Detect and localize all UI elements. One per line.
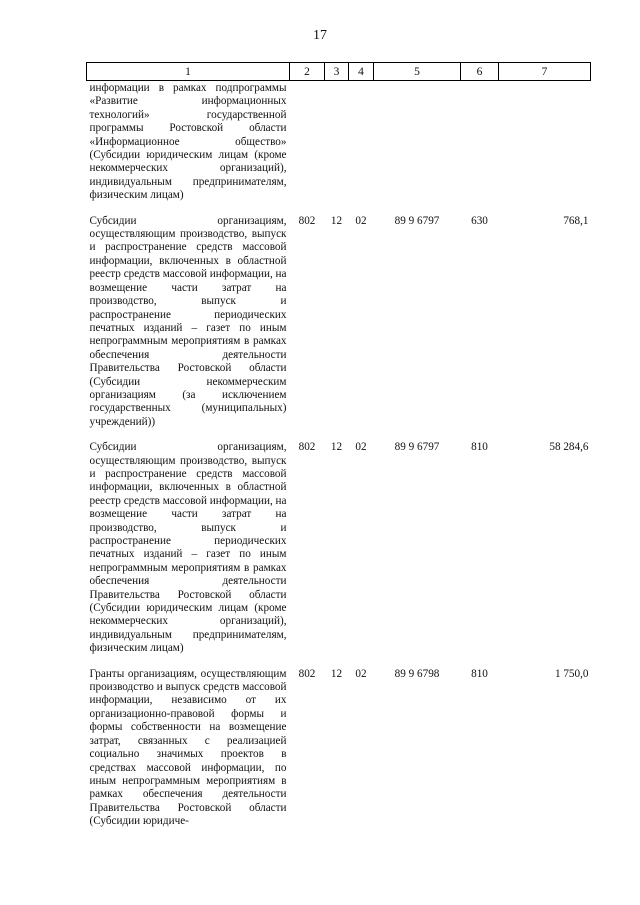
column-header-7: 7 (499, 63, 591, 81)
row-code-6: 810 (471, 441, 488, 454)
row-code-4 (349, 81, 374, 215)
table-row (87, 215, 591, 442)
row-amount: 1 750,0 (554, 667, 589, 680)
row-code-4: 02 (355, 441, 367, 454)
budget-table (86, 62, 591, 841)
page-number: 17 (313, 28, 327, 43)
row-code-6: 630 (471, 214, 488, 227)
row-amount: 58 284,6 (549, 441, 589, 454)
row-description: информации в рамках подпрограммы «Развитие информационных технологий» государственной программы Ростовской области «Информационное общество» (Субсидии юридическим лицам (кроме некоммерческих организаций), индивидуальным предпринимателям, физическим лицам) (89, 82, 287, 202)
row-code-5: 89 9 6797 (394, 214, 440, 227)
row-code-4: 02 (355, 214, 367, 227)
column-header-5: 5 (374, 63, 461, 81)
row-code-3: 12 (330, 214, 343, 227)
row-amount (499, 81, 591, 215)
row-code-2: 802 (298, 214, 316, 227)
row-code-2 (290, 81, 325, 215)
row-code-6 (461, 81, 499, 215)
table-row (87, 668, 591, 841)
row-code-3: 12 (330, 667, 343, 680)
row-code-3: 12 (330, 441, 343, 454)
column-header-4: 4 (349, 63, 374, 81)
row-code-5 (374, 81, 461, 215)
row-code-4: 02 (355, 667, 367, 680)
row-description: Гранты организациям, осуществляющим производство и выпуск средств массовой информации, независимо от их организационно-правовой формы и формы собственности на возмещение затрат, связанных с реализацией социально значимых проектов в средствах массовой информации, по иным непрограммным мероприятиям в рамках обеспечения деятельности Правительства Ростовской области (Субсидии юридиче- (89, 667, 287, 828)
row-code-3 (325, 81, 349, 215)
row-description: Субсидии организациям, осуществляющим производство, выпуск и распространение средств массовой информации, включенных в областной реестр средств массовой информации, на возмещение части затрат на производство, выпуск и распространение периодических печатных изданий – газет по иным непрограммным мероприятиям в рамках обеспечения деятельности Правительства Ростовской области (Субсидии некоммерческим организациям (за исключением государственных (муниципальных) учреждений)) (89, 214, 287, 428)
column-header-6: 6 (461, 63, 499, 81)
row-code-2: 802 (298, 441, 316, 454)
table-row (87, 441, 591, 668)
row-amount: 768,1 (563, 214, 589, 227)
row-code-5: 89 9 6798 (394, 667, 440, 680)
column-header-3: 3 (325, 63, 349, 81)
table-row (87, 81, 591, 215)
row-code-5: 89 9 6797 (394, 441, 440, 454)
row-code-6: 810 (471, 667, 488, 680)
column-header-1: 1 (87, 63, 290, 81)
table-header-row (87, 63, 591, 81)
column-header-2: 2 (290, 63, 325, 81)
row-code-2: 802 (298, 667, 316, 680)
row-description: Субсидии организациям, осуществляющим производство, выпуск и распространение средств массовой информации, включенных в областной реестр средств массовой информации, на возмещение части затрат на производство, выпуск и распространение периодических печатных изданий – газет по иным непрограммным мероприятиям в рамках обеспечения деятельности Правительства Ростовской области (Субсидии юридическим лицам (кроме некоммерческих организаций), индивидуальным предпринимателям, физическим лицам) (89, 441, 287, 655)
